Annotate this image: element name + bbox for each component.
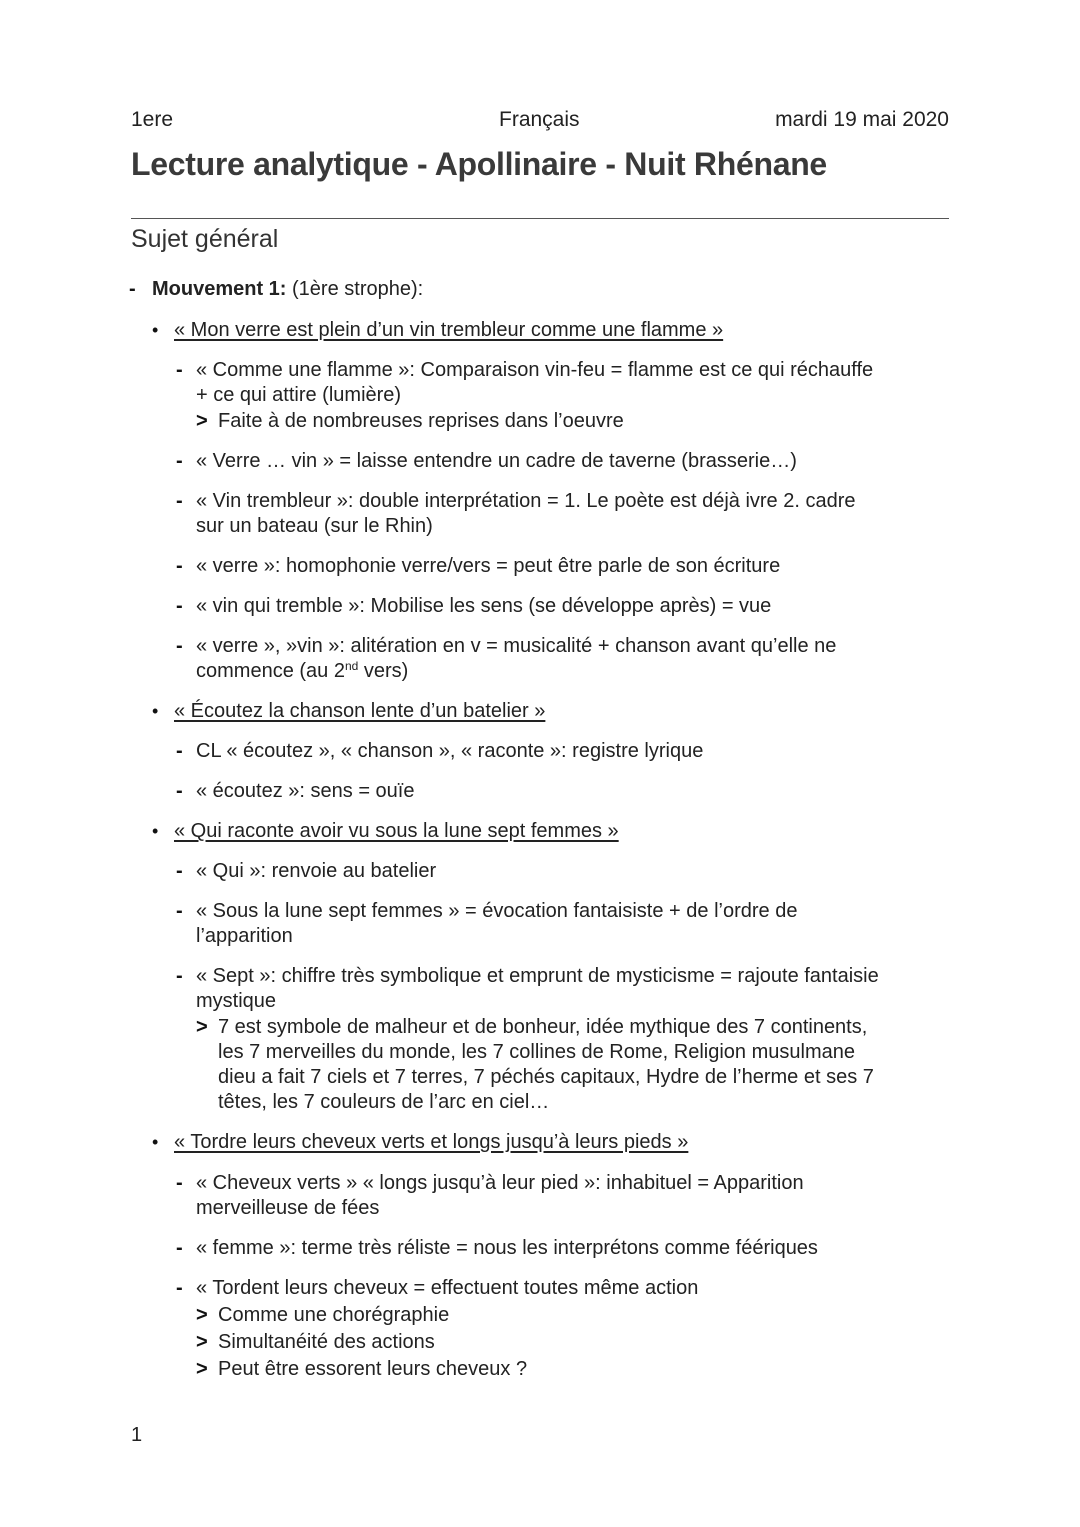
movement-detail: (1ère strophe):: [286, 278, 424, 300]
note-1-6-line-2: [196, 658, 408, 684]
note-3-1: « Qui »: renvoie au batelier: [196, 860, 437, 882]
note-1-2: « Verre … vin » = laisse entendre un cadre de taverne (brasserie…): [196, 450, 797, 472]
note-4-2: « femme »: terme très réliste = nous les interprétons comme féériques: [196, 1237, 818, 1259]
quote-4: « Tordre leurs cheveux verts et longs jusqu’à leurs pieds »: [174, 1131, 689, 1153]
dash-marker: -: [176, 1172, 183, 1194]
section-subtitle: Sujet général: [131, 225, 279, 253]
arrow-marker: >: [196, 1304, 208, 1326]
quote-3: « Qui raconte avoir vu sous la lune sept femmes »: [174, 820, 619, 842]
note-4-3-arrow-3: Peut être essorent leurs cheveux ?: [218, 1358, 528, 1380]
movement-heading: [152, 276, 423, 302]
bullet-marker: •: [152, 320, 159, 340]
note-3-3-arrow-1: 7 est symbole de malheur et de bonheur, idée mythique des 7 continents,: [218, 1016, 868, 1038]
movement-label: Mouvement 1:: [152, 278, 287, 300]
document-title: Lecture analytique - Apollinaire - Nuit Rhénane: [131, 146, 827, 182]
header-subject: Français: [499, 108, 580, 131]
note-3-3-arrow-4: têtes, les 7 couleurs de l’arc en ciel…: [218, 1091, 550, 1113]
note-1-1-arrow-1: Faite à de nombreuses reprises dans l’oeuvre: [218, 410, 624, 432]
note-4-1-line-1: « Cheveux verts » « longs jusqu’à leur pied »: inhabituel = Apparition: [196, 1172, 804, 1194]
note-3-2-line-2: l’apparition: [196, 925, 293, 947]
note-3-2-line-1: « Sous la lune sept femmes » = évocation fantaisiste + de l’ordre de: [196, 900, 798, 922]
dash-marker: -: [176, 359, 183, 381]
note-4-1-line-2: merveilleuse de fées: [196, 1197, 380, 1219]
header-level: 1ere: [131, 108, 174, 131]
note-text: commence (au 2: [196, 660, 345, 682]
dash-marker: -: [176, 860, 183, 882]
note-3-3-arrow-3: dieu a fait 7 ciels et 7 terres, 7 péchés capitaux, Hydre de l’herme et ses 7: [218, 1066, 874, 1088]
title-divider: [131, 218, 949, 219]
note-4-3-arrow-2: Simultanéité des actions: [218, 1331, 435, 1353]
dash-marker: -: [176, 595, 183, 617]
dash-marker: -: [129, 278, 136, 300]
dash-marker: -: [176, 490, 183, 512]
note-2-2: « écoutez »: sens = ouïe: [196, 780, 415, 802]
bullet-marker: •: [152, 701, 159, 721]
dash-marker: -: [176, 635, 183, 657]
dash-marker: -: [176, 780, 183, 802]
arrow-marker: >: [196, 410, 208, 432]
note-1-3-line-2: sur un bateau (sur le Rhin): [196, 515, 433, 537]
note-4-3-arrow-1: Comme une chorégraphie: [218, 1304, 450, 1326]
note-2-1: CL « écoutez », « chanson », « raconte »: registre lyrique: [196, 740, 704, 762]
quote-2: « Écoutez la chanson lente d’un batelier »: [174, 700, 546, 722]
dash-marker: -: [176, 900, 183, 922]
note-1-5: « vin qui tremble »: Mobilise les sens (se développe après) = vue: [196, 595, 772, 617]
bullet-marker: •: [152, 821, 159, 841]
dash-marker: -: [176, 1237, 183, 1259]
quote-1: « Mon verre est plein d’un vin trembleur comme une flamme »: [174, 319, 724, 341]
page-number: 1: [131, 1424, 143, 1446]
dash-marker: -: [176, 450, 183, 472]
note-4-3-line-1: « Tordent leurs cheveux = effectuent toutes même action: [196, 1277, 699, 1299]
note-1-1-line-2: + ce qui attire (lumière): [196, 384, 402, 406]
dash-marker: -: [176, 965, 183, 987]
note-text: vers): [358, 660, 409, 682]
note-1-6-line-1: « verre », »vin »: alitération en v = musicalité + chanson avant qu’elle ne: [196, 635, 837, 657]
note-1-4: « verre »: homophonie verre/vers = peut être parle de son écriture: [196, 555, 781, 577]
note-1-3-line-1: « Vin trembleur »: double interprétation = 1. Le poète est déjà ivre 2. cadre: [196, 490, 856, 512]
dash-marker: -: [176, 555, 183, 577]
arrow-marker: >: [196, 1331, 208, 1353]
dash-marker: -: [176, 740, 183, 762]
note-3-3-line-2: mystique: [196, 990, 277, 1012]
note-3-3-arrow-2: les 7 merveilles du monde, les 7 collines de Rome, Religion musulmane: [218, 1041, 855, 1063]
arrow-marker: >: [196, 1016, 208, 1038]
header-date: mardi 19 mai 2020: [775, 108, 949, 131]
dash-marker: -: [176, 1277, 183, 1299]
arrow-marker: >: [196, 1358, 208, 1380]
note-1-1-line-1: « Comme une flamme »: Comparaison vin-feu = flamme est ce qui réchauffe: [196, 359, 874, 381]
note-3-3-line-1: « Sept »: chiffre très symbolique et emprunt de mysticisme = rajoute fantaisie: [196, 965, 879, 987]
superscript: nd: [344, 659, 359, 673]
bullet-marker: •: [152, 1132, 159, 1152]
